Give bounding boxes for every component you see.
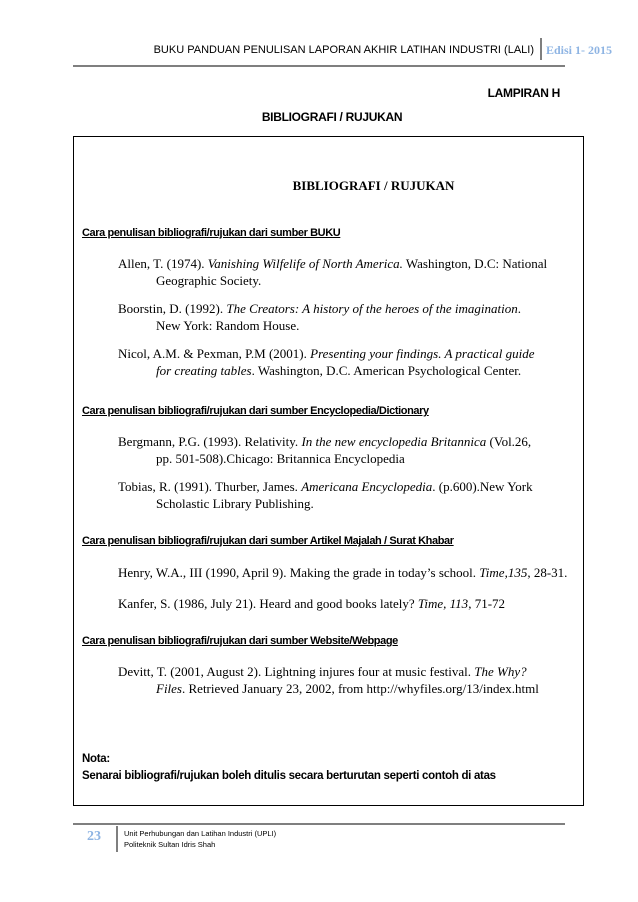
reference-text: Henry, W.A., III (1990, April 9). Making the grade in today’s school.: [118, 565, 480, 580]
reference-text: Bergmann, P.G. (1993). Relativity.: [118, 434, 302, 449]
reference-text: Geographic Society.: [156, 273, 262, 288]
reference-title: Americana Encyclopedia: [301, 479, 433, 494]
reference-text: Scholastic Library Publishing.: [156, 496, 314, 511]
reference-text: Boorstin, D. (1992).: [118, 301, 227, 316]
note-text: Senarai bibliografi/rujukan boleh ditulis secara berturutan seperti contoh di atas: [82, 770, 496, 782]
reference-entry: [118, 478, 568, 512]
reference-title: for creating tables: [156, 363, 252, 378]
section-heading-website: Cara penulisan bibliografi/rujukan dari sumber Website/Webpage: [82, 635, 398, 647]
reference-text: . (p.600).New York: [432, 479, 533, 494]
reference-title: Vanishing Wilfelife of North America.: [207, 256, 403, 271]
section-heading-book: Cara penulisan bibliografi/rujukan dari sumber BUKU: [82, 227, 341, 239]
appendix-label: LAMPIRAN H: [487, 86, 560, 100]
footer-institution-name: Politeknik Sultan Idris Shah: [124, 840, 216, 849]
reference-title: Time,135: [479, 565, 528, 580]
reference-text: , 71-72: [468, 596, 506, 611]
reference-title: Time, 113: [417, 596, 469, 611]
reference-title: Files: [156, 681, 182, 696]
reference-entry: [118, 345, 568, 379]
reference-entry: [118, 433, 568, 467]
reference-text: Allen, T. (1974).: [118, 256, 208, 271]
footer-unit-name: Unit Perhubungan dan Latihan Industri (UPLI): [124, 829, 277, 838]
reference-text: . Retrieved January 23, 2002, from http://whyfiles.org/13/index.html: [182, 681, 539, 696]
reference-text: pp. 501-508).Chicago: Britannica Encyclopedia: [156, 451, 405, 466]
page-number: 23: [87, 829, 101, 844]
reference-text: Tobias, R. (1991). Thurber, James.: [118, 479, 302, 494]
header-divider: [540, 38, 542, 60]
document-header-title: BUKU PANDUAN PENULISAN LAPORAN AKHIR LATIHAN INDUSTRI (LALI): [153, 44, 534, 56]
page-heading: BIBLIOGRAFI / RUJUKAN: [261, 110, 403, 124]
reference-text: , 28-31.: [527, 565, 568, 580]
bibliography-box: [73, 136, 584, 806]
reference-entry: [118, 663, 568, 697]
reference-title: The Why?: [474, 664, 527, 679]
reference-entry: [118, 564, 588, 581]
footer-rule: [73, 823, 565, 825]
reference-entry: [118, 595, 568, 612]
reference-text: . Washington, D.C. American Psychological Center.: [251, 363, 522, 378]
reference-text: New York: Random House.: [156, 318, 300, 333]
section-heading-encyclopedia: Cara penulisan bibliografi/rujukan dari sumber Encyclopedia/Dictionary: [82, 405, 429, 417]
reference-title: In the new encyclopedia Britannica: [301, 434, 487, 449]
reference-entry: [118, 300, 568, 334]
reference-text: (Vol.26,: [486, 434, 532, 449]
box-title: BIBLIOGRAFI / RUJUKAN: [292, 178, 455, 193]
section-heading-magazine: Cara penulisan bibliografi/rujukan dari sumber Artikel Majalah / Surat Khabar: [82, 535, 454, 547]
reference-text: Washington, D.C: National: [402, 256, 548, 271]
reference-title: The Creators: A history of the heroes of the imagination: [226, 301, 518, 316]
reference-text: Kanfer, S. (1986, July 21). Heard and good books lately?: [118, 596, 418, 611]
reference-entry: [118, 255, 568, 289]
footer-divider: [116, 826, 118, 852]
edition-label: Edisi 1- 2015: [546, 43, 613, 57]
header-rule: [73, 65, 565, 67]
reference-text: Nicol, A.M. & Pexman, P.M (2001).: [118, 346, 311, 361]
reference-text: .: [517, 301, 522, 316]
note-label: Nota:: [82, 753, 110, 765]
reference-title: Presenting your findings. A practical guide: [310, 346, 535, 361]
reference-text: Devitt, T. (2001, August 2). Lightning injures four at music festival.: [118, 664, 475, 679]
